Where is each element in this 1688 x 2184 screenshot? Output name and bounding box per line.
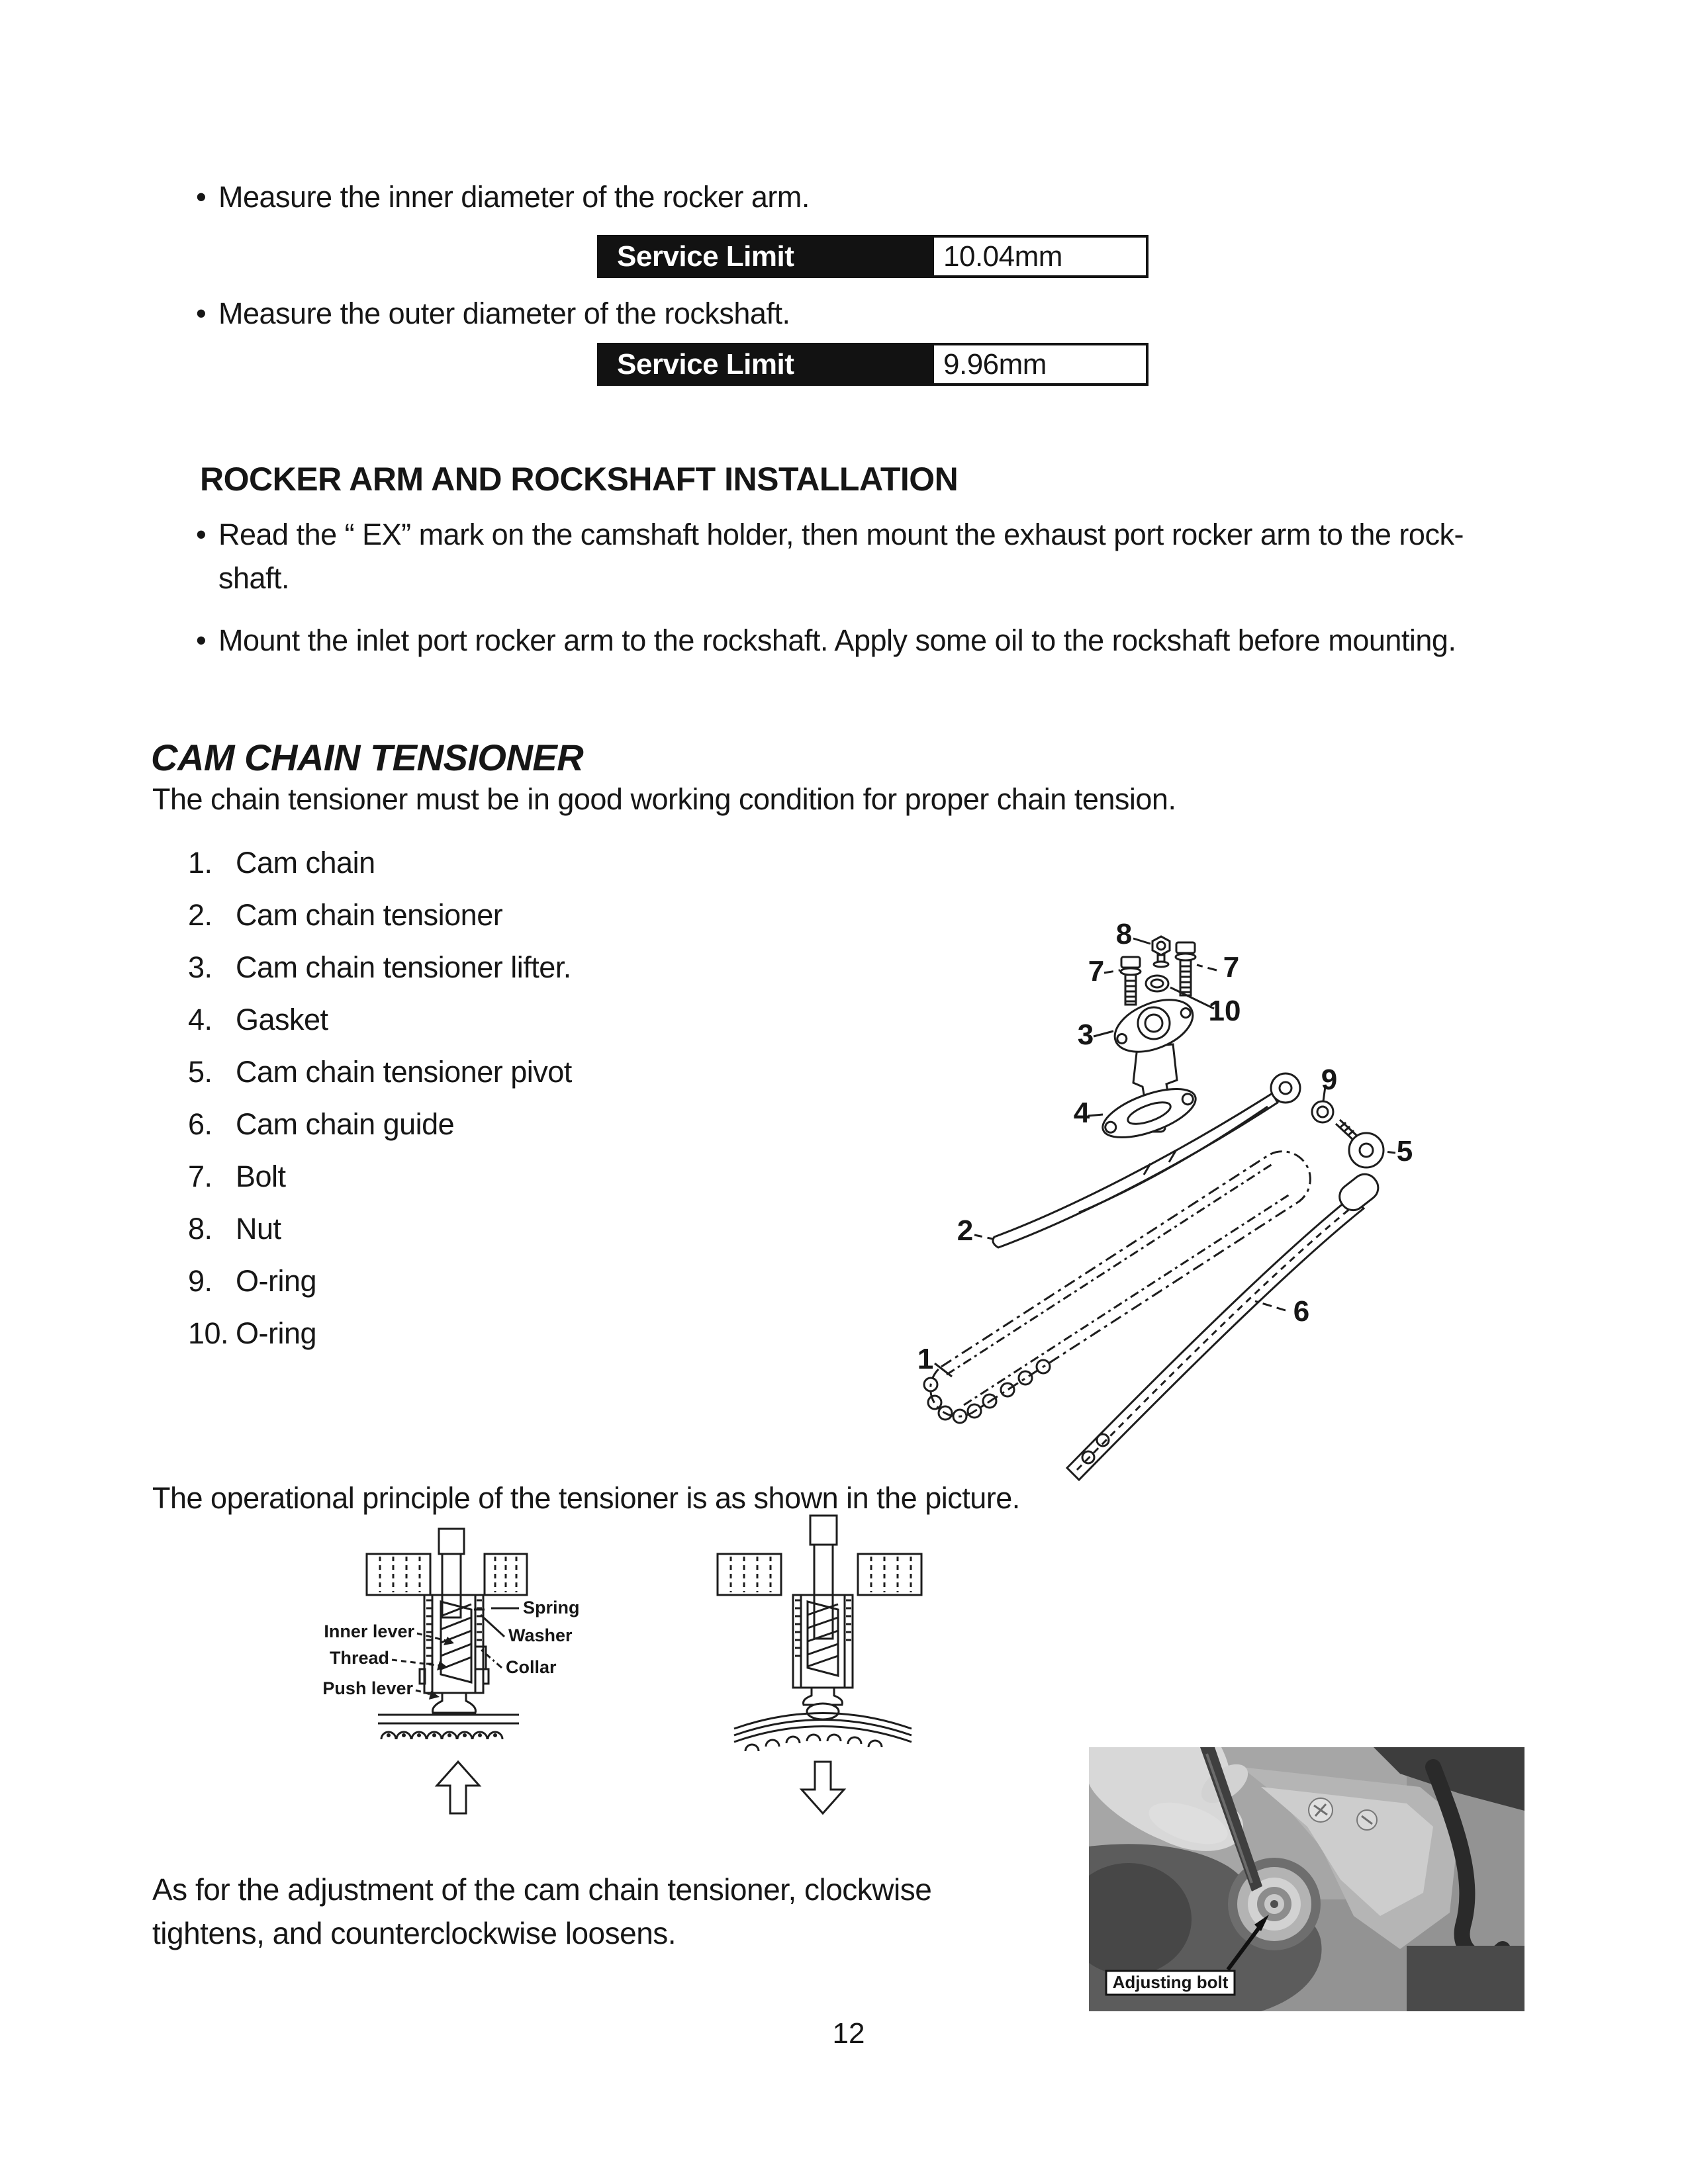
service-limit-table-2 — [597, 343, 1149, 386]
callout-5: 5 — [1396, 1135, 1413, 1167]
page-number: 12 — [832, 2017, 865, 2050]
adjusting-bolt-boss — [1228, 1858, 1321, 1950]
list-item — [188, 1107, 454, 1142]
part-number: 2. — [188, 898, 212, 932]
callout-6: 6 — [1293, 1295, 1310, 1328]
callout-4: 4 — [1073, 1097, 1090, 1129]
service-limit-value-1: 10.04mm — [931, 235, 1149, 278]
down-arrow-icon — [802, 1762, 844, 1813]
installation-bullet-2-text: Mount the inlet port rocker arm to the rockshaft. Apply some oil to the rockshaft before mounting. — [218, 623, 1456, 657]
nut-drawing — [1152, 936, 1170, 967]
list-item — [188, 1212, 281, 1246]
push-lever-label: Push lever — [322, 1678, 413, 1698]
measure-bullet-2 — [196, 296, 790, 331]
collar-label: Collar — [506, 1657, 557, 1677]
exploded-parts-diagram — [880, 874, 1542, 1535]
measure-bullet-2-text: Measure the outer diameter of the rockshaft. — [218, 296, 790, 330]
spring-label: Spring — [523, 1598, 580, 1617]
callout-7-left: 7 — [1088, 955, 1105, 987]
part-label: Cam chain tensioner pivot — [236, 1055, 572, 1089]
part-label: O-ring — [236, 1264, 317, 1298]
tensioner-compressed-drawing — [718, 1516, 921, 1751]
part-number: 6. — [188, 1107, 212, 1141]
part-label: Nut — [236, 1212, 281, 1246]
list-item — [188, 1160, 286, 1194]
list-item — [188, 846, 375, 880]
list-item — [188, 1316, 316, 1351]
o-ring-9-drawing — [1312, 1101, 1333, 1122]
thread-label: Thread — [329, 1648, 389, 1668]
callout-10: 10 — [1208, 995, 1241, 1027]
part-number: 5. — [188, 1055, 212, 1089]
callout-1: 1 — [917, 1343, 934, 1375]
installation-bullet-1-text: Read the “ EX” mark on the camshaft holder, then mount the exhaust port rocker arm to the rock- — [218, 518, 1464, 551]
adjustment-line-2: tightens, and counterclockwise loosens. — [152, 1916, 677, 1950]
bolt-drawing-right — [1176, 942, 1196, 995]
washer-label: Washer — [508, 1625, 573, 1645]
service-limit-label-1: Service Limit — [617, 240, 794, 273]
installation-heading: ROCKER ARM AND ROCKSHAFT INSTALLATION — [200, 461, 959, 498]
part-label: Gasket — [236, 1003, 328, 1036]
guide-6-drawing — [1067, 1169, 1383, 1480]
measure-bullet-1-text: Measure the inner diameter of the rocker arm. — [218, 180, 810, 214]
part-label: Cam chain — [236, 846, 375, 880]
list-item — [188, 1003, 328, 1037]
adjusting-bolt-photo — [1089, 1747, 1524, 2011]
part-number: 1. — [188, 846, 212, 880]
principle-diagram — [278, 1502, 993, 1840]
bolt-drawing-left — [1121, 957, 1141, 1005]
list-item — [188, 898, 502, 933]
adjusting-bolt-label: Adjusting bolt — [1112, 1972, 1229, 1992]
bullet-icon: • — [196, 623, 207, 657]
inner-lever-label: Inner lever — [324, 1621, 414, 1641]
callout-8: 8 — [1115, 918, 1133, 950]
part-label: Cam chain tensioner — [236, 898, 503, 932]
list-item — [188, 950, 571, 985]
installation-bullet-1-line-1 — [196, 518, 1464, 552]
engine-shadow — [1407, 1946, 1524, 2011]
part-number: 3. — [188, 950, 212, 984]
part-number: 4. — [188, 1003, 212, 1036]
part-label: Cam chain guide — [236, 1107, 455, 1141]
part-label: O-ring — [236, 1316, 317, 1350]
callout-2: 2 — [957, 1214, 974, 1247]
chain-links-row — [381, 1732, 502, 1739]
list-item — [188, 1055, 572, 1089]
service-limit-value-2: 9.96mm — [931, 343, 1149, 386]
tensioner-heading: CAM CHAIN TENSIONER — [151, 737, 584, 778]
callout-9: 9 — [1321, 1064, 1338, 1096]
list-item — [188, 1264, 316, 1298]
part-label: Bolt — [236, 1160, 286, 1193]
measure-bullet-1 — [196, 180, 810, 214]
bullet-icon: • — [196, 296, 207, 330]
part-label: Cam chain tensioner lifter. — [236, 950, 571, 984]
adjustment-line-1: As for the adjustment of the cam chain tensioner, clockwise — [152, 1872, 932, 1907]
part-number: 10. — [188, 1316, 229, 1350]
principle-text: The operational principle of the tensioner is as shown in the picture. — [152, 1481, 1020, 1515]
o-ring-10-drawing — [1146, 976, 1168, 991]
up-arrow-icon — [437, 1762, 479, 1813]
service-limit-table-1 — [597, 235, 1149, 278]
bullet-icon: • — [196, 518, 207, 551]
installation-bullet-1-line-2: shaft. — [218, 561, 290, 595]
installation-bullet-2 — [196, 623, 1456, 658]
bullet-icon: • — [196, 180, 207, 214]
part-number: 7. — [188, 1160, 212, 1193]
part-number: 8. — [188, 1212, 212, 1246]
part-number: 9. — [188, 1264, 212, 1298]
callout-3: 3 — [1077, 1019, 1094, 1051]
pivot-bolt-drawing — [1336, 1120, 1383, 1167]
service-limit-label-2: Service Limit — [617, 347, 794, 381]
tensioner-intro: The chain tensioner must be in good working condition for proper chain tension. — [152, 782, 1176, 816]
callout-7-right: 7 — [1223, 951, 1240, 983]
